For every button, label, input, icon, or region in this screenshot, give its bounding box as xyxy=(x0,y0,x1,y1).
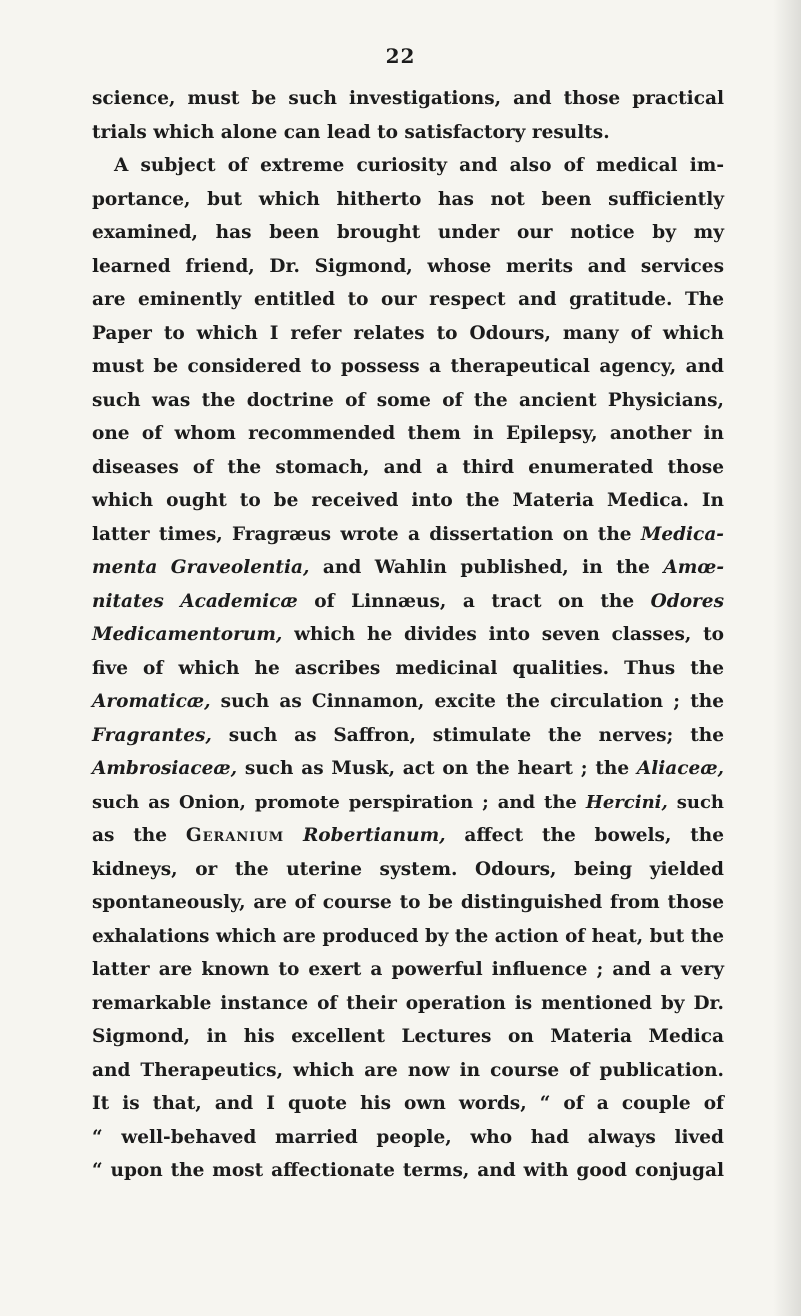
text-line: Fragrantes, such as Saffron, stimulate the nerves; the xyxy=(92,724,724,746)
text-line: “ upon the most affectionate terms, and with good conjugal xyxy=(92,1160,724,1181)
text-line: menta Graveolentia, and Wahlin published, in the Amœ- xyxy=(92,557,724,578)
text-line: spontaneously, are of course to be distinguished from those xyxy=(92,892,724,913)
text-line: latter times, Fragræus wrote a dissertation on the Medica- xyxy=(92,523,724,545)
text-line: It is that, and I quote his own words, “ of a couple of xyxy=(92,1093,724,1114)
text-line: which ought to be received into the Materia Medica. In xyxy=(92,490,724,511)
text-line: diseases of the stomach, and a third enumerated those xyxy=(92,456,724,478)
text-line: examined, has been brought under our notice by my xyxy=(92,222,724,243)
text-line: Aromaticæ, such as Cinnamon, excite the circulation ; the xyxy=(92,691,724,712)
text-line: science, must be such investigations, and those practical xyxy=(92,88,724,109)
text-line: as the Geranium Robertianum, affect the bowels, the xyxy=(92,825,724,846)
text-line: portance, but which hitherto has not been sufficiently xyxy=(92,188,724,210)
text-line: Ambrosiaceæ, such as Musk, act on the heart ; the Aliaceæ, xyxy=(92,758,724,779)
text-line: kidneys, or the uterine system. Odours, being yielded xyxy=(92,858,724,880)
text-line: Medicamentorum, which he divides into seven classes, to xyxy=(92,624,724,645)
text-line: such as Onion, promote perspiration ; and the Hercini, such xyxy=(92,791,724,813)
text-line: exhalations which are produced by the action of heat, but the xyxy=(92,925,724,947)
text-line: trials which alone can lead to satisfactory results. xyxy=(92,121,610,143)
page-edge-shadow xyxy=(773,0,801,1316)
text-line: remarkable instance of their operation is mentioned by Dr. xyxy=(92,992,724,1014)
text-line: nitates Academicæ of Linnæus, a tract on the Odores xyxy=(92,590,724,612)
text-line: five of which he ascribes medicinal qualities. Thus the xyxy=(92,657,724,679)
text-line: Sigmond, in his excellent Lectures on Materia Medica xyxy=(92,1026,724,1047)
text-line: one of whom recommended them in Epilepsy, another in xyxy=(92,423,724,444)
text-line: and Therapeutics, which are now in course of publication. xyxy=(92,1059,724,1081)
text-line: “ well-behaved married people, who had always lived xyxy=(92,1126,724,1148)
body-text xyxy=(92,82,724,1188)
text-line: Paper to which I refer relates to Odours, many of which xyxy=(92,322,724,344)
text-line: must be considered to possess a therapeutical agency, and xyxy=(92,356,724,377)
text-line: learned friend, Dr. Sigmond, whose merits and services xyxy=(92,255,724,277)
text-line: are eminently entitled to our respect and gratitude. The xyxy=(92,289,724,310)
text-line: A subject of extreme curiosity and also of medical im- xyxy=(114,155,724,176)
page-number: 22 xyxy=(385,44,416,68)
text-line: such was the doctrine of some of the ancient Physicians, xyxy=(92,389,724,411)
text-line: latter are known to exert a powerful influence ; and a very xyxy=(92,959,724,980)
